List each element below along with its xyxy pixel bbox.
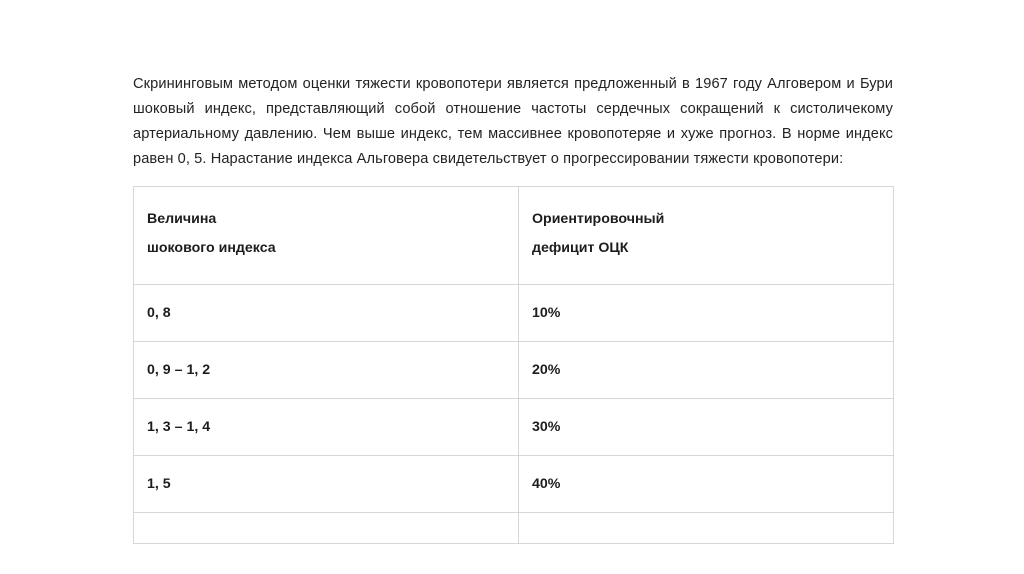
table-row — [134, 398, 894, 455]
header-index-line2: шокового индекса — [147, 240, 276, 257]
cell-empty-deficit — [519, 512, 894, 543]
cell-index — [134, 455, 519, 512]
cell-deficit — [519, 398, 894, 455]
header-deficit-line2: дефицит ОЦК — [532, 240, 629, 257]
cell-deficit-value: 30% — [532, 418, 561, 435]
table-header-cell-deficit — [519, 187, 894, 284]
table-row — [134, 284, 894, 341]
cell-index — [134, 398, 519, 455]
header-deficit-line1: Ориентировочный — [532, 211, 665, 228]
slide-content — [133, 72, 893, 544]
cell-deficit-value: 40% — [532, 475, 561, 492]
cell-deficit — [519, 455, 894, 512]
cell-deficit-value: 20% — [532, 361, 561, 378]
table-header-cell-index — [134, 187, 519, 284]
table-header-row — [134, 187, 894, 284]
cell-deficit — [519, 284, 894, 341]
cell-index-value: 0, 8 — [147, 304, 171, 321]
cell-index — [134, 284, 519, 341]
cell-index-value: 0, 9 – 1, 2 — [147, 361, 211, 378]
cell-deficit-value: 10% — [532, 304, 561, 321]
cell-empty-index — [134, 512, 519, 543]
table-row — [134, 341, 894, 398]
cell-index-value: 1, 5 — [147, 475, 171, 492]
body-paragraph: Скрининговым методом оценки тяжести кровопотери является предложенный в 1967 году Алговером и Бури шоковый индекс, представляющий собой отношение частоты сердечных сокращений к систоличекому артериальному давлению. Чем выше индекс, тем массивнее кровопотеряе и хуже прогноз. В норме индекс равен 0, 5. Нарастание индекса Альговера свидетельствует о прогрессировании тяжести кровопотери: — [133, 76, 893, 168]
table-row — [134, 455, 894, 512]
cell-index-value: 1, 3 – 1, 4 — [147, 418, 211, 435]
cell-index — [134, 341, 519, 398]
header-index-line1: Величина — [147, 211, 217, 228]
shock-index-table — [133, 186, 894, 543]
table-empty-row — [134, 512, 894, 543]
cell-deficit — [519, 341, 894, 398]
